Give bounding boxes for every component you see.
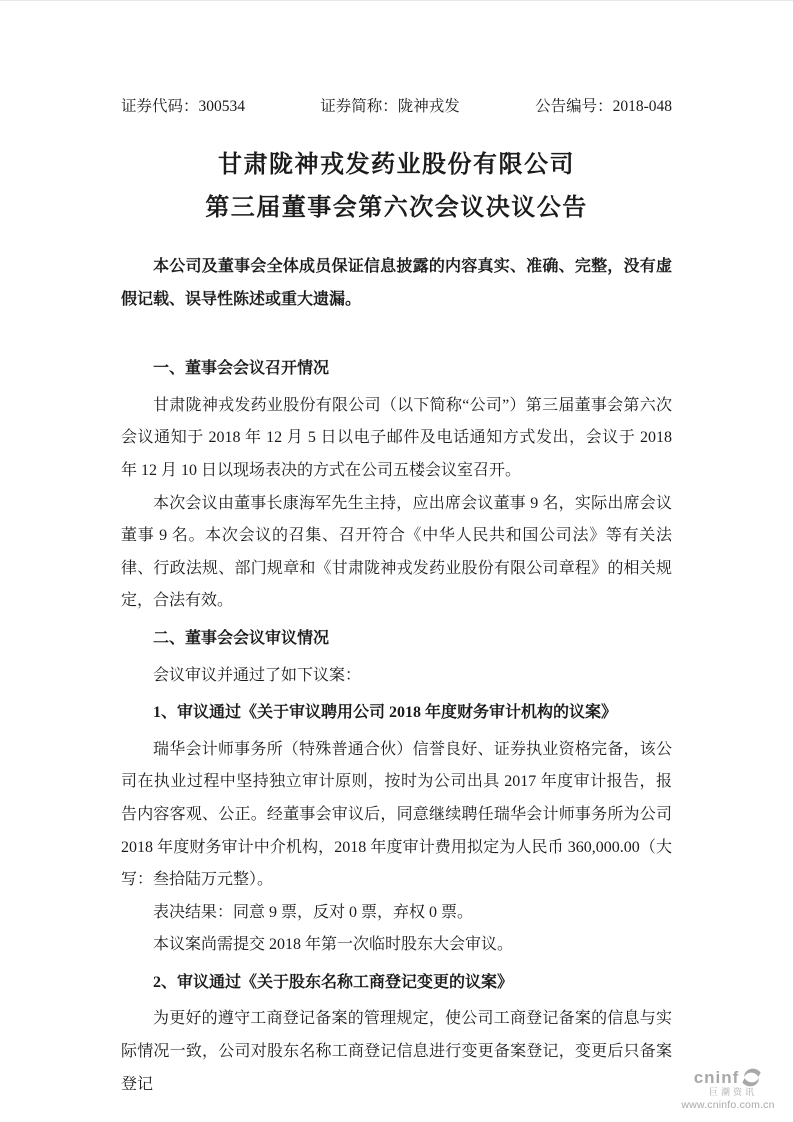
disclaimer-statement: 本公司及董事会全体成员保证信息披露的内容真实、准确、完整，没有虚假记载、误导性陈述或重大遗漏。 bbox=[121, 258, 672, 308]
stock-short-name: 证券简称：陇神戎发 bbox=[320, 98, 460, 115]
announcement-number: 公告编号：2018-048 bbox=[535, 98, 672, 115]
cninfo-chinese-name: 巨潮资讯 bbox=[708, 1087, 757, 1097]
paragraph-meeting-notice: 甘肃陇神戎发药业股份有限公司（以下简称“公司”）第三届董事会第六次会议通知于 2018 年 12 月 5 日以电子邮件及电话通知方式发出，会议于 2018 年 12 月 10 日以现场表决的方式在公司五楼会议室召开。 bbox=[121, 396, 672, 479]
cninfo-logo-text: cninf bbox=[693, 1067, 740, 1087]
paragraph-submit-to-shareholders: 本议案尚需提交 2018 年第一次临时股东大会审议。 bbox=[153, 936, 514, 954]
cninfo-logo-row bbox=[668, 1068, 788, 1087]
paragraph-meeting-validity: 本次会议由董事长康海军先生主持，应出席会议董事 9 名，实际出席会议董事 9 名。本次会议的召集、召开符合《中华人民共和国公司法》等有关法律、行政法规、部门规章和《甘肃陇神戎发药业股份有限公司章程》的相关规定，合法有效。 bbox=[121, 494, 672, 610]
document-title bbox=[121, 144, 672, 230]
resolution-item-1-heading: 1、审议通过《关于审议聘用公司 2018 年度财务审计机构的议案》 bbox=[153, 704, 618, 722]
section-heading-2: 二、董事会会议审议情况 bbox=[153, 629, 330, 647]
section-heading-1: 一、董事会会议召开情况 bbox=[153, 360, 330, 378]
document-title-line2: 第三届董事会第六次会议决议公告 bbox=[205, 195, 588, 221]
cninfo-url: www.cninfo.com.cn bbox=[681, 1099, 775, 1111]
paragraph-resolutions-intro: 会议审议并通过了如下议案： bbox=[153, 666, 362, 684]
cninfo-watermark bbox=[668, 1068, 788, 1112]
paragraph-registration-change: 为更好的遵守工商登记备案的管理规定，使公司工商登记备案的信息与实际情况一致，公司对股东名称工商登记信息进行变更备案登记，变更后只备案登记 bbox=[121, 1010, 672, 1093]
doc-header bbox=[121, 97, 672, 117]
cninfo-swirl-icon bbox=[741, 1068, 762, 1087]
resolution-item-2-heading: 2、审议通过《关于股东名称工商登记变更的议案》 bbox=[153, 973, 514, 991]
stock-code: 证券代码：300534 bbox=[121, 98, 246, 115]
paragraph-auditor-appointment: 瑞华会计师事务所（特殊普通合伙）信誉良好、证券执业资格完备，该公司在执业过程中坚持独立审计原则，按时为公司出具 2017 年度审计报告，报告内容客观、公正。经董事会审议后，同意继续聘任瑞华会计师事务所为公司 2018 年度财务审计中介机构，2018 年度审计费用拟定为人民币 360,000.00（大写：叁拾陆万元整）。 bbox=[121, 740, 672, 889]
vote-result-line: 表决结果：同意 9 票，反对 0 票，弃权 0 票。 bbox=[153, 903, 474, 921]
document-title-line1: 甘肃陇神戎发药业股份有限公司 bbox=[218, 152, 575, 178]
